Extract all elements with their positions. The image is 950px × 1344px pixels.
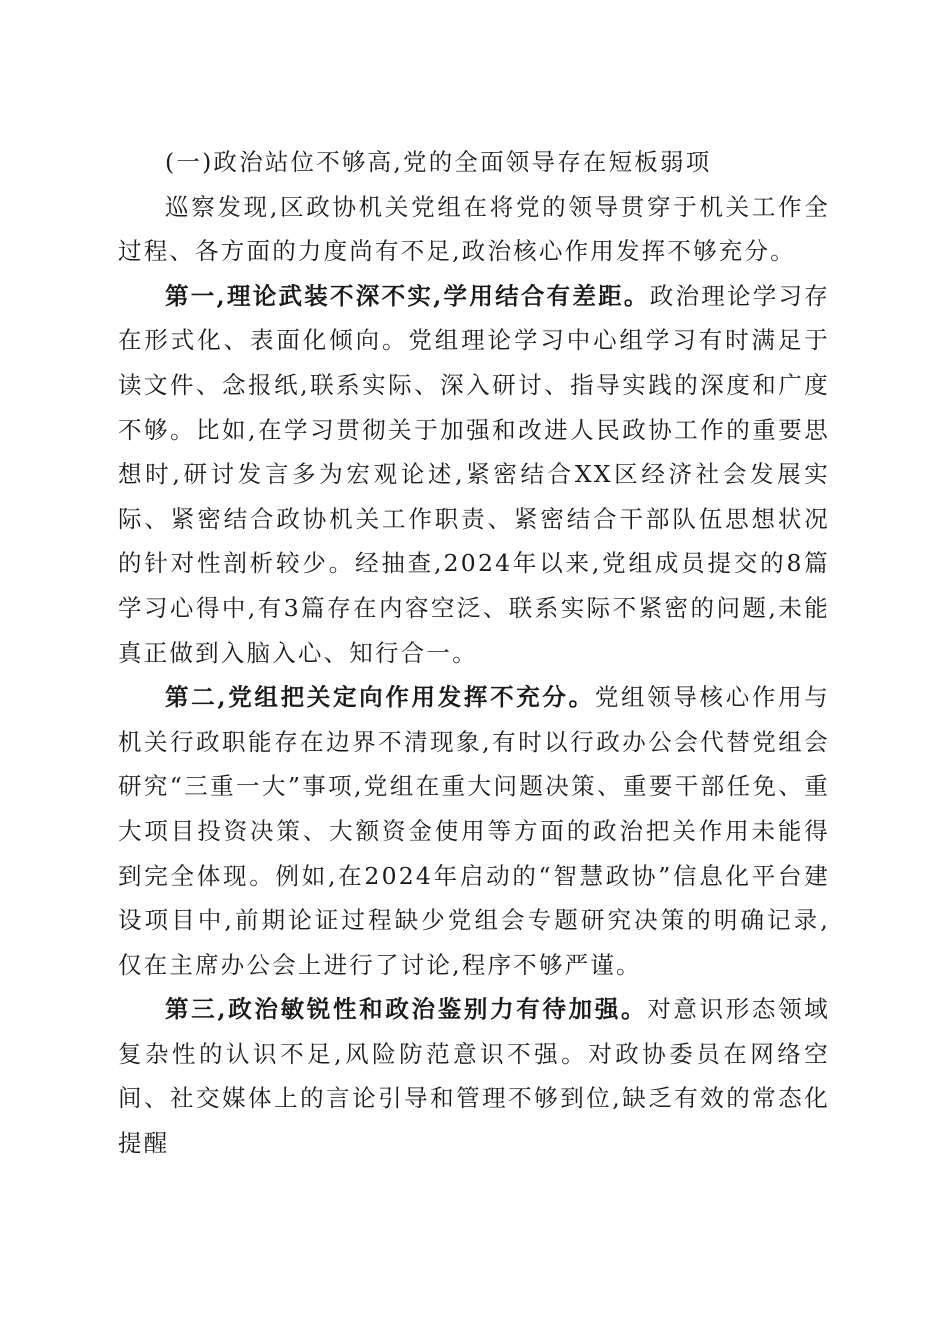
intro-paragraph: 巡察发现,区政协机关党组在将党的领导贯穿于机关工作全过程、各方面的力度尚有不足,政治核心作用发挥不够充分。 (118, 192, 830, 266)
point-2-body: 党组领导核心作用与机关行政职能存在边界不清现象,有时以行政办公会代替党组会研究“三重一大”事项,党组在重大问题决策、重要干部任免、重大项目投资决策、大额资金使用等方面的政治把关作用未能得到完全体现。例如,在2024年启动的“智慧政协”信息化平台建设项目中,前期论证过程缺少党组会专题研究决策的明确记录,仅在主席办公会上进行了讨论,程序不够严谨。 (118, 683, 830, 979)
point-1-body: 政治理论学习存在形式化、表面化倾向。党组理论学习中心组学习有时满足于读文件、念报纸,联系实际、深入研讨、指导实践的深度和广度不够。比如,在学习贯彻关于加强和改进人民政协工作的重要思想时,研讨发言多为宏观论述,紧密结合XX区经济社会发展实际、紧密结合政协机关工作职责、紧密结合干部队伍思想状况的针对性剖析较少。经抽查,2024年以来,党组成员提交的8篇学习心得中,有3篇存在内容空泛、联系实际不紧密的问题,未能真正做到入脑入心、知行合一。 (118, 281, 830, 667)
document-body (118, 140, 830, 1166)
point-2-lead: 第二,党组把关定向作用发挥不充分。 (165, 683, 595, 712)
point-3-body: 对意识形态领域复杂性的认识不足,风险防范意识不强。对政协委员在网络空间、社交媒体上的言论引导和管理不够到位,缺乏有效的常态化提醒 (118, 995, 830, 1158)
point-3-lead: 第三,政治敏锐性和政治鉴别力有待加强。 (165, 995, 648, 1024)
point-1-lead: 第一,理论武装不深不实,学用结合有差距。 (165, 281, 650, 310)
point-paragraph-2 (118, 675, 830, 987)
point-paragraph-1 (118, 274, 830, 675)
section-heading: (一)政治站位不够高,党的全面领导存在短板弱项 (165, 148, 712, 176)
point-paragraph-3 (118, 987, 830, 1165)
